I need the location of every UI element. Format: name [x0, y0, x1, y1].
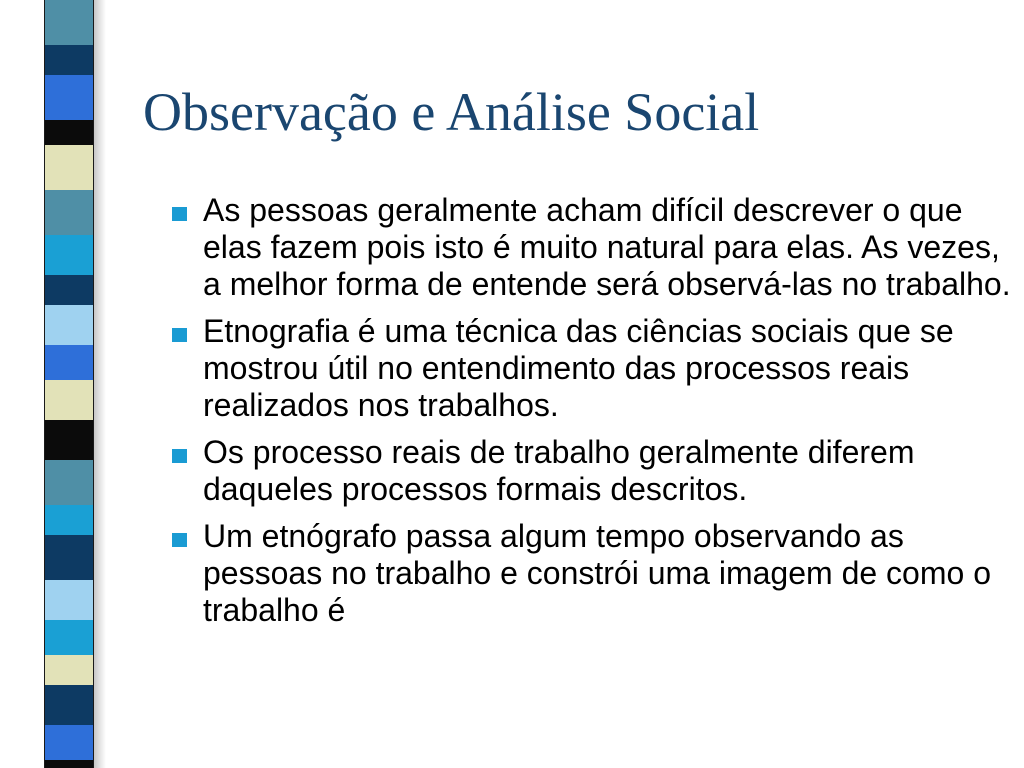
stripe-segment — [44, 760, 94, 768]
bullet-text: Etnografia é uma técnica das ciências sociais que se mostrou útil no entendimento das processos reais realizados nos trabalhos. — [203, 313, 954, 423]
stripe-border-right — [93, 0, 94, 768]
stripe-segment — [44, 725, 94, 760]
bullet-item — [172, 434, 1017, 508]
square-bullet-icon — [172, 328, 187, 342]
bullet-item — [172, 192, 1017, 303]
square-bullet-icon — [172, 449, 187, 463]
stripe-shadow — [92, 0, 106, 768]
bullet-item — [172, 518, 1017, 629]
stripe-segment — [44, 620, 94, 655]
stripe-segment — [44, 190, 94, 235]
bullet-text: As pessoas geralmente acham difícil descrever o que elas fazem pois isto é muito natural para elas. As vezes, a melhor forma de entende será observá-las no trabalho. — [203, 192, 1011, 302]
stripe-segment — [44, 45, 94, 75]
stripe-segment — [44, 685, 94, 725]
stripe-segment — [44, 305, 94, 345]
stripe-segment — [44, 420, 94, 460]
bullet-text: Um etnógrafo passa algum tempo observando as pessoas no trabalho e constrói uma imagem de como o trabalho é — [203, 518, 991, 628]
bullet-item — [172, 313, 1017, 424]
stripe-segment — [44, 145, 94, 190]
stripe-segment — [44, 655, 94, 685]
stripe-segment — [44, 505, 94, 535]
stripe-segment — [44, 460, 94, 505]
stripe-segment — [44, 120, 94, 145]
decorative-stripe-bar — [44, 0, 94, 768]
stripe-segment — [44, 275, 94, 305]
stripe-segment — [44, 0, 94, 45]
stripe-segment — [44, 345, 94, 380]
slide-title: Observação e Análise Social — [143, 82, 760, 142]
square-bullet-icon — [172, 207, 187, 221]
stripe-segment — [44, 235, 94, 275]
stripe-segment — [44, 580, 94, 620]
square-bullet-icon — [172, 533, 187, 547]
stripe-segment — [44, 535, 94, 580]
stripe-border-left — [44, 0, 45, 768]
bullet-list — [172, 192, 1017, 639]
stripe-segment — [44, 380, 94, 420]
bullet-text: Os processo reais de trabalho geralmente diferem daqueles processos formais descritos. — [203, 434, 915, 507]
stripe-segment — [44, 75, 94, 120]
